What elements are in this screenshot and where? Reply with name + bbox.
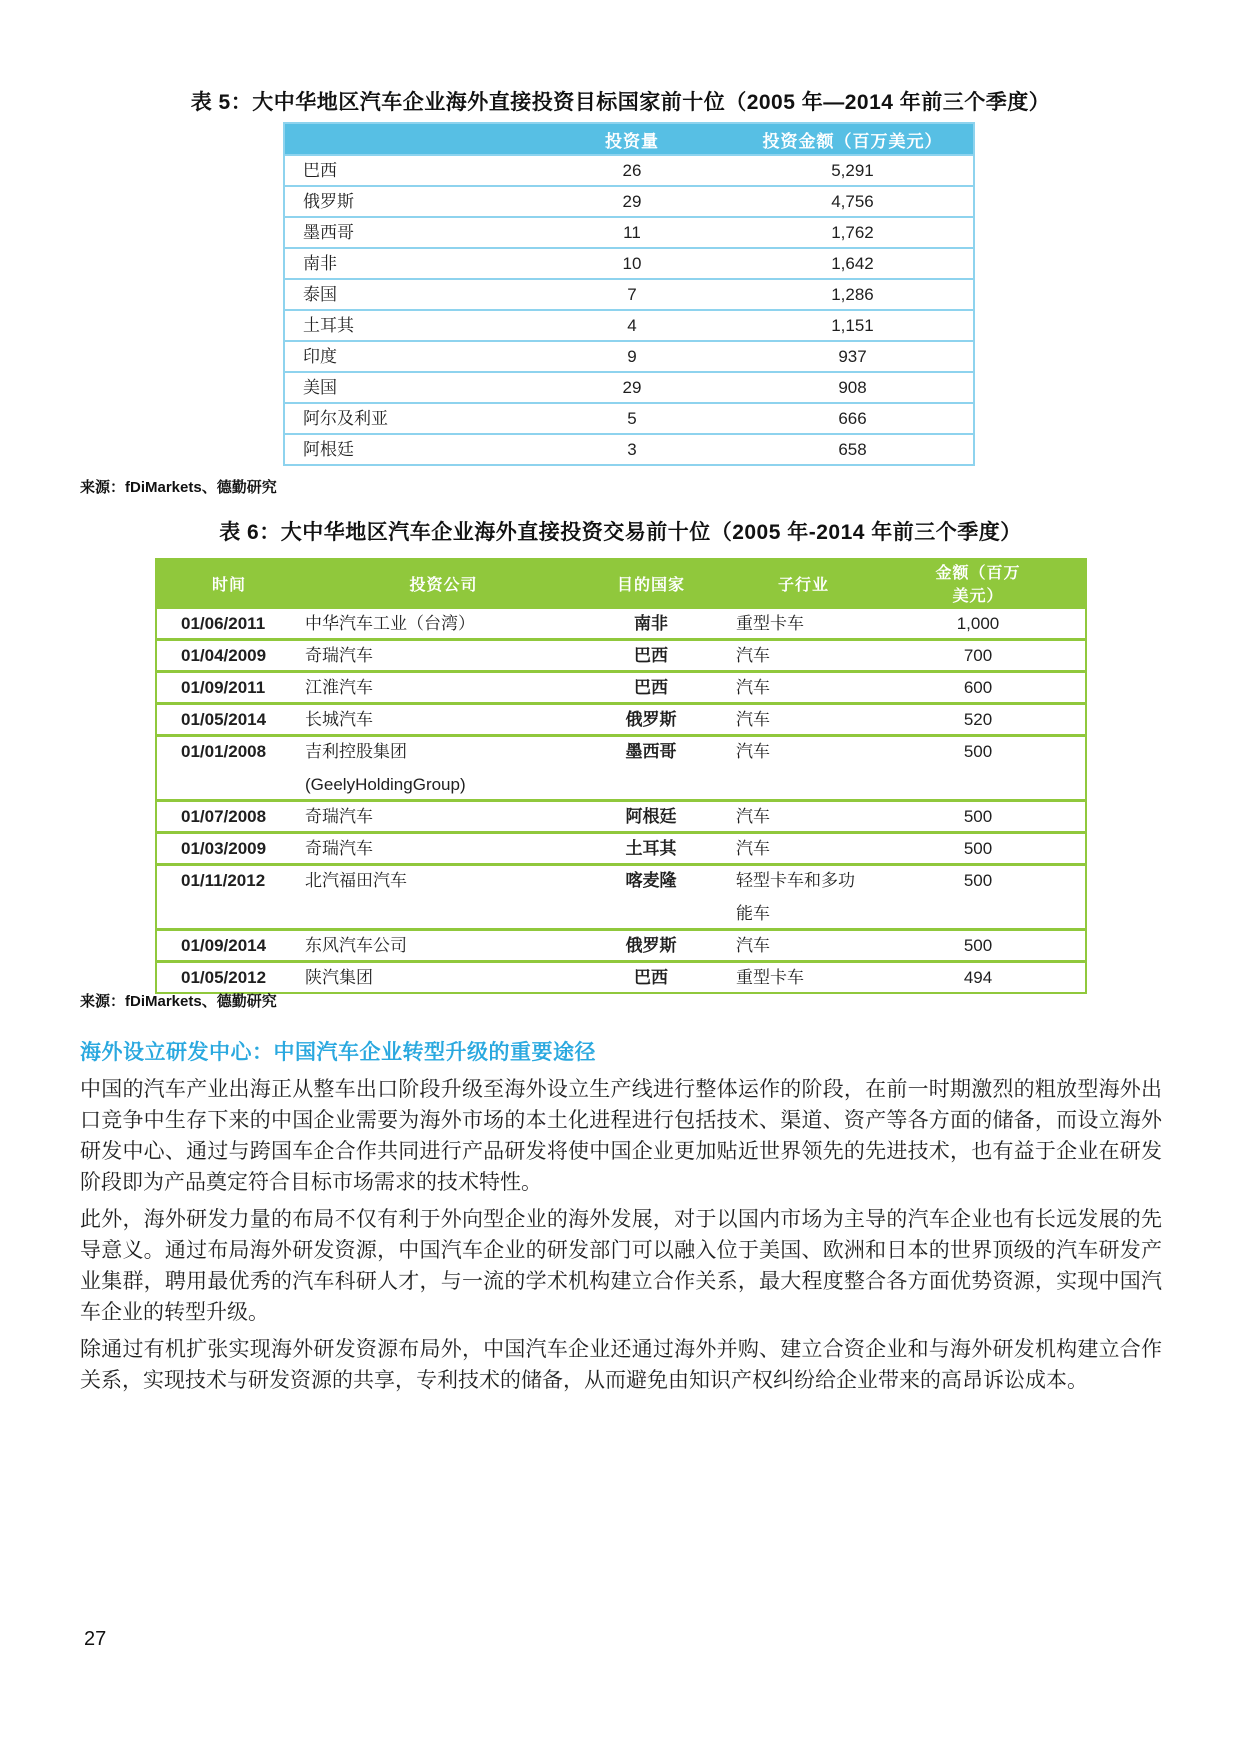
company-cell: 奇瑞汽车 [301,801,586,833]
destination-cell: 巴西 [586,640,716,672]
amount-cell: 908 [732,372,974,403]
count-cell: 9 [532,341,732,372]
table-row [156,865,1086,930]
table-row [284,279,974,310]
table6-sector-header: 子行业 [716,559,931,608]
destination-cell: 南非 [586,608,716,640]
destination-cell: 喀麦隆 [586,865,716,930]
table-row [284,341,974,372]
amount-cell: 937 [732,341,974,372]
company-name-line1: 吉利控股集团 [305,742,407,761]
amount-cell: 520 [931,704,1086,736]
company-cell: 江淮汽车 [301,672,586,704]
country-cell: 巴西 [284,155,532,186]
body-paragraph: 此外，海外研发力量的布局不仅有利于外向型企业的海外发展，对于以国内市场为主导的汽车企业也有长远发展的先导意义。通过布局海外研发资源，中国汽车企业的研发部门可以融入位于美国、欧洲和日本的世界顶级的汽车研发产业集群，聘用最优秀的汽车科研人才，与一流的学术机构建立合作关系，最大程度整合各方面优势资源，实现中国汽车企业的转型升级。 [80,1208,1162,1324]
table6-header-row [156,559,1086,608]
amount-cell: 666 [732,403,974,434]
amount-cell: 500 [931,865,1086,930]
date-cell: 01/09/2011 [156,672,301,704]
date-cell: 01/04/2009 [156,640,301,672]
date-cell: 01/01/2008 [156,736,301,801]
table6-company-header: 投资公司 [301,559,586,608]
table-row [156,833,1086,865]
company-cell: 北汽福田汽车 [301,865,586,930]
table-row [284,372,974,403]
table5-empty-header-cell [284,123,532,155]
company-name-line2: (GeelyHoldingGroup) [305,775,466,794]
sector-cell: 汽车 [716,930,931,962]
destination-cell: 墨西哥 [586,736,716,801]
table5-amount-header: 投资金额（百万美元） [732,123,974,155]
country-cell: 美国 [284,372,532,403]
country-cell: 墨西哥 [284,217,532,248]
table6-fdi-deals [155,558,1087,994]
count-cell: 4 [532,310,732,341]
company-cell: 中华汽车工业（台湾） [301,608,586,640]
table5-title: 表 5：大中华地区汽车企业海外直接投资目标国家前十位（2005 年—2014 年前三个季度） [190,91,1051,114]
destination-cell: 俄罗斯 [586,930,716,962]
count-cell: 7 [532,279,732,310]
company-cell: 长城汽车 [301,704,586,736]
date-cell: 01/05/2014 [156,704,301,736]
count-cell: 10 [532,248,732,279]
sector-cell [716,865,931,930]
table-row [156,930,1086,962]
sector-line2: 能车 [736,904,770,923]
country-cell: 阿尔及利亚 [284,403,532,434]
country-cell: 土耳其 [284,310,532,341]
count-cell: 11 [532,217,732,248]
destination-cell: 巴西 [586,962,716,994]
amount-cell: 500 [931,833,1086,865]
country-cell: 俄罗斯 [284,186,532,217]
section-heading: 海外设立研发中心：中国汽车企业转型升级的重要途径 [80,1041,596,1064]
amount-cell: 500 [931,801,1086,833]
count-cell: 26 [532,155,732,186]
amount-cell: 600 [931,672,1086,704]
table5-source-note: 来源：fDiMarkets、德勤研究 [80,479,277,496]
country-cell: 泰国 [284,279,532,310]
company-cell: 陕汽集团 [301,962,586,994]
sector-cell: 汽车 [716,801,931,833]
sector-cell: 汽车 [716,640,931,672]
count-cell: 3 [532,434,732,465]
amount-cell: 1,762 [732,217,974,248]
amount-cell: 658 [732,434,974,465]
page-number: 27 [84,1628,107,1650]
body-paragraph: 中国的汽车产业出海正从整车出口阶段升级至海外设立生产线进行整体运作的阶段，在前一时期激烈的粗放型海外出口竞争中生存下来的中国企业需要为海外市场的本土化进程进行包括技术、渠道、资产等各方面的储备，而设立海外研发中心、通过与跨国车企合作共同进行产品研发将使中国企业更加贴近世界领先的先进技术，也有益于企业在研发阶段即为产品奠定符合目标市场需求的技术特性。 [80,1078,1162,1194]
sector-cell: 重型卡车 [716,962,931,994]
table5-count-header: 投资量 [532,123,732,155]
amount-cell: 4,756 [732,186,974,217]
amount-cell: 1,642 [732,248,974,279]
country-cell: 南非 [284,248,532,279]
date-cell: 01/11/2012 [156,865,301,930]
table-row [156,672,1086,704]
count-cell: 29 [532,186,732,217]
table-row [156,608,1086,640]
amount-cell: 5,291 [732,155,974,186]
country-cell: 阿根廷 [284,434,532,465]
company-cell [301,736,586,801]
sector-cell: 汽车 [716,736,931,801]
table6-destination-header: 目的国家 [586,559,716,608]
amount-cell: 494 [931,962,1086,994]
sector-cell: 汽车 [716,704,931,736]
table6-amount-header: 金额（百万美元） [931,559,1086,608]
sector-cell: 汽车 [716,833,931,865]
amount-cell: 500 [931,736,1086,801]
table5-fdi-target-countries [283,122,975,466]
table5-header-row [284,123,974,155]
table-row [156,801,1086,833]
table-row [284,248,974,279]
date-cell: 01/07/2008 [156,801,301,833]
count-cell: 29 [532,372,732,403]
destination-cell: 俄罗斯 [586,704,716,736]
table-row [284,186,974,217]
date-cell: 01/03/2009 [156,833,301,865]
amount-cell: 700 [931,640,1086,672]
table6-date-header: 时间 [156,559,301,608]
amount-cell: 1,000 [931,608,1086,640]
destination-cell: 阿根廷 [586,801,716,833]
date-cell: 01/05/2012 [156,962,301,994]
table-row [156,640,1086,672]
amount-cell: 1,151 [732,310,974,341]
date-cell: 01/09/2014 [156,930,301,962]
table-row [284,310,974,341]
body-paragraph: 除通过有机扩张实现海外研发资源布局外，中国汽车企业还通过海外并购、建立合资企业和与海外研发机构建立合作关系，实现技术与研发资源的共享，专利技术的储备，从而避免由知识产权纠纷给企业带来的高昂诉讼成本。 [80,1338,1162,1392]
date-cell: 01/06/2011 [156,608,301,640]
table-row [156,704,1086,736]
amount-cell: 500 [931,930,1086,962]
company-cell: 奇瑞汽车 [301,833,586,865]
table-row [284,155,974,186]
amount-cell: 1,286 [732,279,974,310]
sector-cell: 汽车 [716,672,931,704]
destination-cell: 土耳其 [586,833,716,865]
country-cell: 印度 [284,341,532,372]
company-cell: 奇瑞汽车 [301,640,586,672]
table-row [284,403,974,434]
table-row [156,736,1086,801]
company-cell: 东风汽车公司 [301,930,586,962]
count-cell: 5 [532,403,732,434]
destination-cell: 巴西 [586,672,716,704]
table6-source-note: 来源：fDiMarkets、德勤研究 [80,993,277,1010]
table-row [156,962,1086,994]
sector-line1: 轻型卡车和多功 [736,871,855,890]
table-row [284,217,974,248]
sector-cell: 重型卡车 [716,608,931,640]
table-row [284,434,974,465]
table6-title: 表 6：大中华地区汽车企业海外直接投资交易前十位（2005 年-2014 年前三个季度） [219,521,1022,544]
